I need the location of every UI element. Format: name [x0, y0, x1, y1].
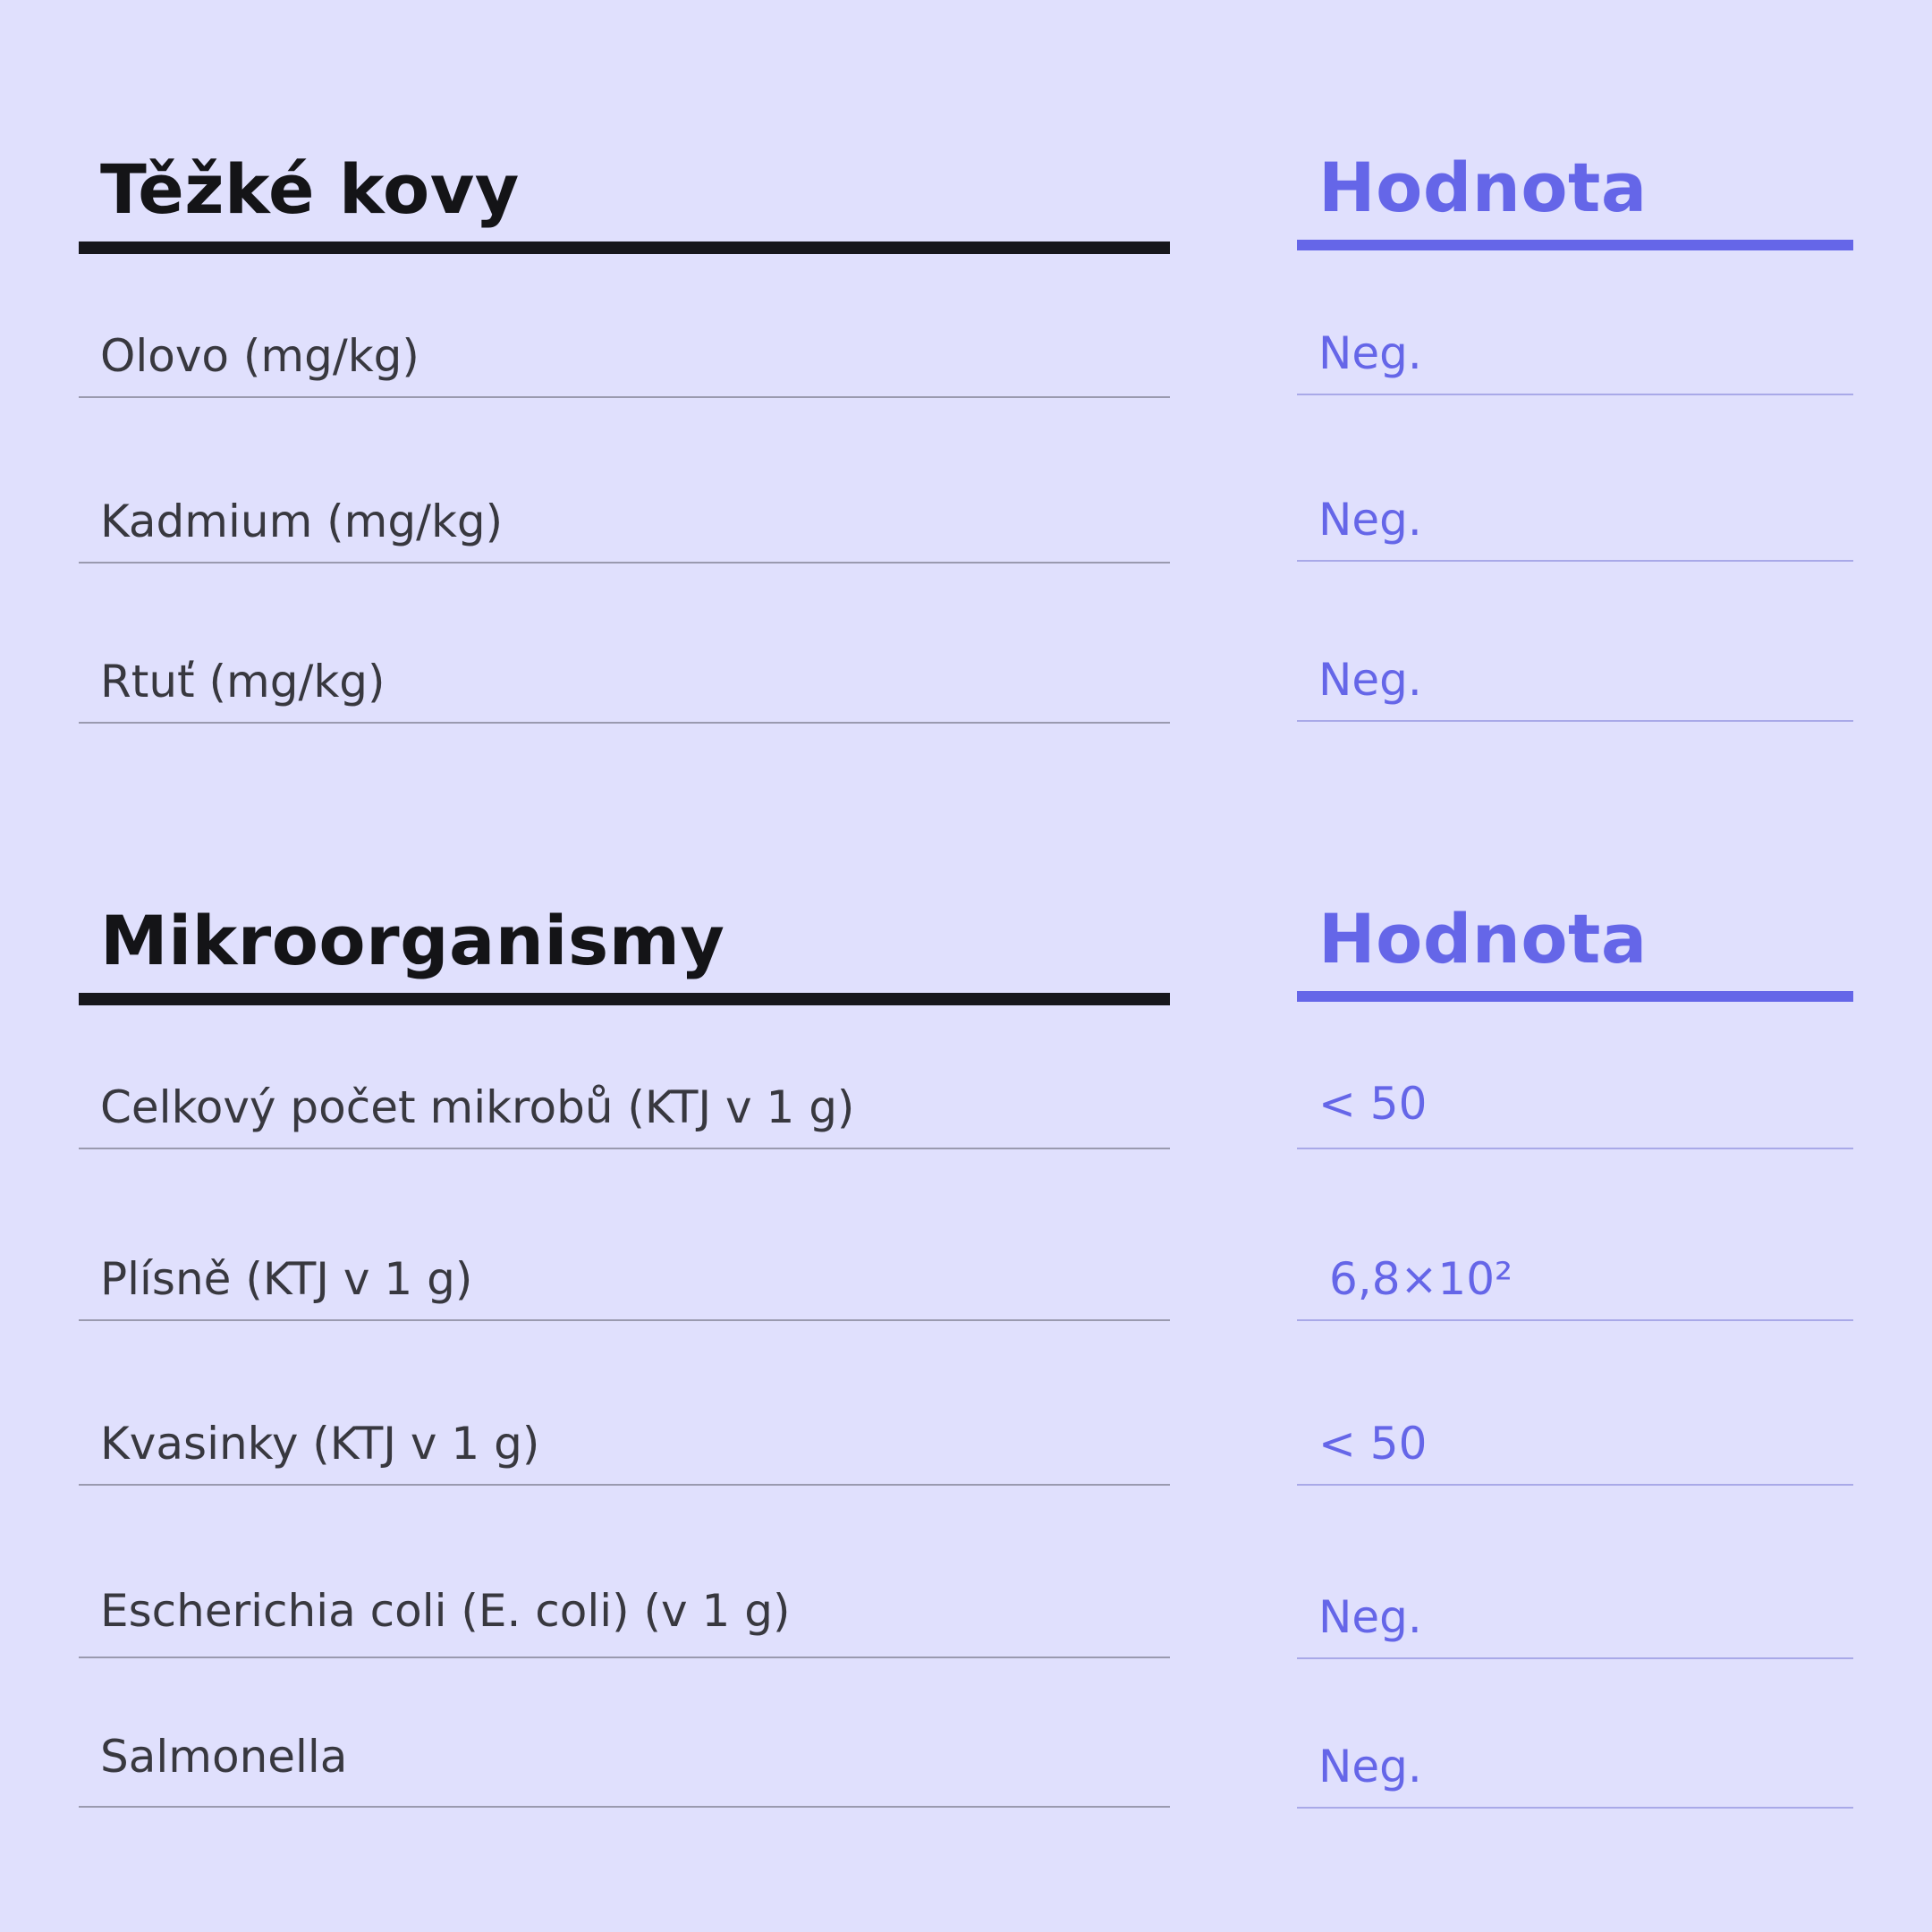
row-value: Neg.	[1318, 494, 1422, 546]
row-value-cell	[1297, 1567, 1853, 1659]
row-label-cell	[79, 631, 1170, 724]
row-value-cell	[1297, 472, 1853, 562]
row-value-cell	[1297, 1229, 1853, 1321]
row-value: Neg.	[1318, 1591, 1422, 1643]
row-label-cell	[79, 1229, 1170, 1321]
heavy-metals-header	[79, 98, 1170, 254]
row-label: Celkový počet mikrobů (KTJ v 1 g)	[100, 1081, 855, 1133]
row-label-cell	[79, 1059, 1170, 1149]
row-value-cell	[1297, 1059, 1853, 1149]
microorganisms-value-header	[1297, 850, 1853, 1002]
row-value: Neg.	[1318, 654, 1422, 706]
row-label: Kvasinky (KTJ v 1 g)	[100, 1418, 540, 1470]
microorganisms-value-header-label: Hodnota	[1318, 899, 1648, 979]
row-label: Escherichia coli (E. coli) (v 1 g)	[100, 1585, 791, 1637]
row-label: Plísně (KTJ v 1 g)	[100, 1253, 473, 1305]
row-value: < 50	[1318, 1418, 1428, 1470]
row-value-cell	[1297, 631, 1853, 722]
row-value: < 50	[1318, 1078, 1428, 1130]
row-label-cell	[79, 472, 1170, 564]
row-label-cell	[79, 1395, 1170, 1486]
row-value-cell	[1297, 308, 1853, 395]
row-label: Kadmium (mg/kg)	[100, 496, 504, 547]
row-label-cell	[79, 1567, 1170, 1658]
heavy-metals-value-header-label: Hodnota	[1318, 148, 1648, 227]
row-value: Neg.	[1318, 327, 1422, 379]
row-label: Olovo (mg/kg)	[100, 330, 419, 382]
microorganisms-title: Mikroorganismy	[100, 901, 725, 980]
row-label: Rtuť (mg/kg)	[100, 656, 386, 708]
row-value-cell	[1297, 1395, 1853, 1486]
row-value: Neg.	[1318, 1741, 1422, 1792]
row-value-cell	[1297, 1716, 1853, 1809]
row-value: 6,8×10²	[1329, 1253, 1513, 1305]
row-label-cell	[79, 1716, 1170, 1808]
heavy-metals-value-header	[1297, 98, 1853, 250]
row-label-cell	[79, 308, 1170, 398]
heavy-metals-title: Těžké kovy	[100, 149, 520, 229]
row-label: Salmonella	[100, 1731, 348, 1783]
microorganisms-header	[79, 850, 1170, 1005]
